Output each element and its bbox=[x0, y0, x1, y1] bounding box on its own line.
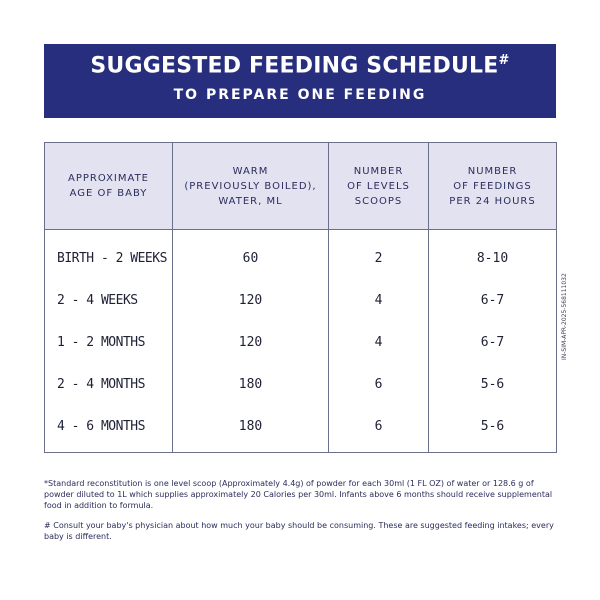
cell-water: 120 bbox=[173, 279, 329, 321]
page-subtitle: TO PREPARE ONE FEEDING bbox=[173, 87, 427, 103]
feeding-schedule-table bbox=[44, 142, 557, 453]
document-code: IN-SIM-APR-2025-568111032 bbox=[561, 273, 568, 360]
header-water: WARM (PREVIOUSLY BOILED), WATER, ML bbox=[173, 143, 329, 230]
cell-feedings: 6-7 bbox=[429, 321, 557, 363]
cell-age: 1 - 2 MONTHS bbox=[45, 321, 173, 363]
schedule-banner bbox=[44, 44, 556, 118]
header-age: APPROXIMATE AGE OF BABY bbox=[45, 143, 173, 230]
hash-footnote-mark: # bbox=[498, 53, 510, 68]
cell-scoops: 6 bbox=[329, 363, 429, 405]
header-feedings: NUMBER OF FEEDINGS PER 24 HOURS bbox=[429, 143, 557, 230]
cell-feedings: 5-6 bbox=[429, 405, 557, 453]
cell-age: 2 - 4 MONTHS bbox=[45, 363, 173, 405]
cell-feedings: 5-6 bbox=[429, 363, 557, 405]
footnotes bbox=[44, 478, 558, 551]
cell-water: 120 bbox=[173, 321, 329, 363]
cell-scoops: 4 bbox=[329, 321, 429, 363]
footnote-consult: # Consult your baby's physician about how much your baby should be consuming. These are suggested feeding intakes; every baby is different. bbox=[44, 521, 554, 541]
footnote-standard: *Standard reconstitution is one level scoop (Approximately 4.4g) of powder for each 30ml (1 FL OZ) of water or 128.6 g of powder diluted to 1L which supplies approximately 20 Calories per 30ml. Infants above 6 months should receive supplemental food in addition to formula. bbox=[44, 479, 553, 510]
cell-age: BIRTH - 2 WEEKS bbox=[45, 230, 173, 280]
table-row bbox=[45, 321, 557, 363]
cell-scoops: 6 bbox=[329, 405, 429, 453]
cell-feedings: 8-10 bbox=[429, 230, 557, 280]
cell-scoops: 4 bbox=[329, 279, 429, 321]
cell-feedings: 6-7 bbox=[429, 279, 557, 321]
table-row bbox=[45, 405, 557, 453]
table-header-row bbox=[45, 143, 557, 230]
cell-water: 60 bbox=[173, 230, 329, 280]
cell-age: 2 - 4 WEEKS bbox=[45, 279, 173, 321]
cell-age: 4 - 6 MONTHS bbox=[45, 405, 173, 453]
cell-scoops: 2 bbox=[329, 230, 429, 280]
table-row bbox=[45, 363, 557, 405]
cell-water: 180 bbox=[173, 405, 329, 453]
header-scoops: NUMBER OF LEVELS SCOOPS bbox=[329, 143, 429, 230]
cell-water: 180 bbox=[173, 363, 329, 405]
table-row bbox=[45, 230, 557, 280]
table-row bbox=[45, 279, 557, 321]
page-title: SUGGESTED FEEDING SCHEDULE# bbox=[90, 53, 510, 79]
